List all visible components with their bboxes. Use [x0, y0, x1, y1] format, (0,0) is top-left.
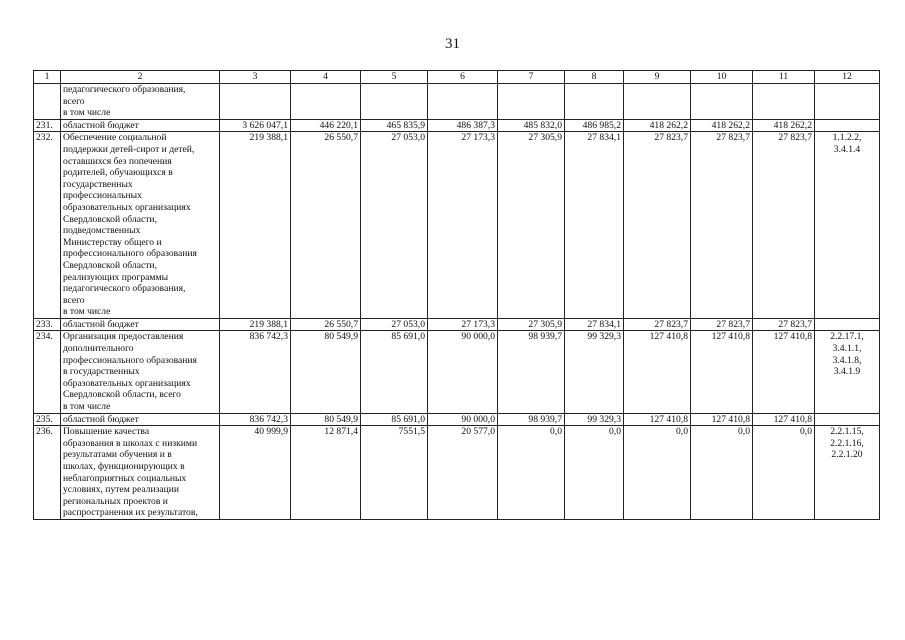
row-name — [61, 119, 220, 132]
value-cell: 27 823,7 — [691, 132, 753, 319]
row-number: 232. — [34, 132, 61, 319]
target-refs — [815, 331, 880, 413]
value-cell: 0,0 — [691, 426, 753, 520]
row-name-line: Повышение качества — [63, 426, 150, 438]
row-name-line: родителей, обучающихся в — [63, 167, 173, 179]
value-cell: 27 173,3 — [428, 132, 498, 319]
target-refs — [815, 84, 880, 120]
row-name-line: областной бюджет — [63, 119, 139, 131]
target-ref: 3.4.1.8, — [832, 354, 862, 366]
value-cell: 27 834,1 — [565, 132, 624, 319]
table-row — [34, 413, 880, 426]
row-name-line: профессионального образования — [63, 354, 197, 366]
target-refs — [815, 119, 880, 132]
row-name-line: профессионального образования — [63, 248, 197, 260]
row-name-line: Свердловской области, — [63, 213, 157, 225]
value-cell: 27 823,7 — [624, 318, 691, 331]
row-name-line: всего — [63, 95, 85, 107]
target-ref: 1.1.2.2, — [832, 132, 862, 144]
row-name — [61, 426, 220, 520]
value-cell: 0,0 — [565, 426, 624, 520]
row-number — [34, 84, 61, 120]
row-name — [61, 318, 220, 331]
table-row — [34, 318, 880, 331]
value-cell: 80 549,9 — [291, 413, 361, 426]
value-cell: 486 387,3 — [428, 119, 498, 132]
target-ref: 2.2.17.1, — [830, 331, 864, 343]
row-number: 236. — [34, 426, 61, 520]
value-cell: 27 305,9 — [498, 132, 565, 319]
row-name-line: Организация предоставления — [63, 331, 184, 343]
row-name-line: региональных проектов и — [63, 495, 168, 507]
value-cell: 27 173,3 — [428, 318, 498, 331]
row-name-line: реализующих программы — [63, 271, 169, 283]
value-cell: 485 832,0 — [498, 119, 565, 132]
value-cell: 85 691,0 — [361, 413, 428, 426]
value-cell: 3 626 047,1 — [220, 119, 291, 132]
row-name-line: дополнительного — [63, 343, 134, 355]
row-name-line: областной бюджет — [63, 413, 139, 425]
row-name-line: результатами обучения и в — [63, 449, 172, 461]
target-ref: 2.2.1.15, — [830, 426, 864, 438]
table-row — [34, 331, 880, 413]
value-cell: 26 550,7 — [291, 318, 361, 331]
value-cell: 90 000,0 — [428, 413, 498, 426]
value-cell: 127 410,8 — [753, 413, 815, 426]
value-cell: 219 388,1 — [220, 132, 291, 319]
row-name-line: профессиональных — [63, 190, 142, 202]
row-name-line: условиях, путем реализации — [63, 484, 180, 496]
value-cell: 486 985,2 — [565, 119, 624, 132]
value-cell — [753, 84, 815, 120]
budget-table — [33, 70, 880, 520]
value-cell — [691, 84, 753, 120]
column-header: 9 — [624, 71, 691, 84]
value-cell: 219 388,1 — [220, 318, 291, 331]
column-header: 8 — [565, 71, 624, 84]
column-header: 2 — [61, 71, 220, 84]
row-name — [61, 413, 220, 426]
row-name-line: в том числе — [63, 401, 111, 413]
row-name — [61, 331, 220, 413]
target-ref: 3.4.1.1, — [832, 343, 862, 355]
row-number: 234. — [34, 331, 61, 413]
table-row — [34, 132, 880, 319]
value-cell — [428, 84, 498, 120]
row-name-line: государственных — [63, 178, 133, 190]
value-cell: 27 823,7 — [691, 318, 753, 331]
value-cell: 27 823,7 — [753, 318, 815, 331]
value-cell: 27 823,7 — [753, 132, 815, 319]
row-name-line: школах, функционирующих в — [63, 461, 185, 472]
row-name-line: образовательных организациях — [63, 201, 191, 213]
value-cell: 418 262,2 — [753, 119, 815, 132]
value-cell: 85 691,0 — [361, 331, 428, 413]
row-name-line: всего — [63, 294, 85, 306]
value-cell: 127 410,8 — [624, 413, 691, 426]
value-cell: 40 999,9 — [220, 426, 291, 520]
value-cell: 418 262,2 — [691, 119, 753, 132]
value-cell: 7551,5 — [361, 426, 428, 520]
column-header: 7 — [498, 71, 565, 84]
value-cell: 127 410,8 — [624, 331, 691, 413]
target-refs — [815, 413, 880, 426]
row-name-line: педагогического образования, — [63, 283, 186, 295]
row-name-line: образовательных организациях — [63, 377, 191, 389]
row-name-line: в государственных — [63, 366, 140, 378]
value-cell: 0,0 — [624, 426, 691, 520]
value-cell — [361, 84, 428, 120]
row-name-line: поддержки детей-сирот и детей, — [63, 143, 195, 155]
table-row — [34, 119, 880, 132]
row-name-line: Обеспечение социальной — [63, 132, 167, 144]
column-header-row — [34, 71, 880, 84]
value-cell — [291, 84, 361, 120]
column-header: 3 — [220, 71, 291, 84]
value-cell: 98 939,7 — [498, 331, 565, 413]
row-name-line: Министерству общего и — [63, 236, 162, 248]
column-header: 5 — [361, 71, 428, 84]
value-cell: 12 871,4 — [291, 426, 361, 520]
row-number: 235. — [34, 413, 61, 426]
row-name-line: неблагоприятных социальных — [63, 472, 187, 484]
target-ref: 3.4.1.9 — [833, 366, 861, 378]
page-number: 31 — [445, 36, 460, 52]
value-cell: 446 220,1 — [291, 119, 361, 132]
table-row — [34, 84, 880, 120]
row-name-line: областной бюджет — [63, 318, 139, 330]
value-cell: 99 329,3 — [565, 331, 624, 413]
row-name-line: Свердловской области, всего — [63, 389, 181, 401]
value-cell: 98 939,7 — [498, 413, 565, 426]
column-header: 4 — [291, 71, 361, 84]
value-cell: 127 410,8 — [691, 413, 753, 426]
budget-table-body — [34, 71, 880, 520]
row-name-line: педагогического образования, — [63, 84, 186, 95]
row-name-line: образования в школах с низкими — [63, 437, 198, 449]
target-refs — [815, 426, 880, 520]
row-name-line: подведомственных — [63, 225, 141, 237]
value-cell — [565, 84, 624, 120]
value-cell — [220, 84, 291, 120]
value-cell — [624, 84, 691, 120]
value-cell: 0,0 — [753, 426, 815, 520]
table-row — [34, 426, 880, 520]
value-cell: 127 410,8 — [753, 331, 815, 413]
value-cell: 27 053,0 — [361, 132, 428, 319]
value-cell: 465 835,9 — [361, 119, 428, 132]
value-cell: 20 577,0 — [428, 426, 498, 520]
row-name-line: Свердловской области, — [63, 259, 157, 271]
column-header: 6 — [428, 71, 498, 84]
value-cell: 27 823,7 — [624, 132, 691, 319]
row-number: 231. — [34, 119, 61, 132]
value-cell: 836 742,3 — [220, 331, 291, 413]
value-cell: 836 742,3 — [220, 413, 291, 426]
row-name-line: в том числе — [63, 107, 111, 119]
row-name — [61, 84, 220, 120]
value-cell: 27 834,1 — [565, 318, 624, 331]
value-cell: 27 053,0 — [361, 318, 428, 331]
row-name-line: оставшихся без попечения — [63, 155, 172, 167]
row-number: 233. — [34, 318, 61, 331]
row-name-line: распространения их результатов, — [63, 507, 198, 519]
value-cell: 27 305,9 — [498, 318, 565, 331]
target-ref: 2.2.1.16, — [830, 437, 864, 449]
column-header: 11 — [753, 71, 815, 84]
column-header: 1 — [34, 71, 61, 84]
value-cell: 99 329,3 — [565, 413, 624, 426]
value-cell: 80 549,9 — [291, 331, 361, 413]
value-cell — [498, 84, 565, 120]
target-refs — [815, 132, 880, 319]
row-name-line: в том числе — [63, 306, 111, 318]
column-header: 12 — [815, 71, 880, 84]
target-ref: 2.2.1.20 — [831, 449, 863, 461]
target-refs — [815, 318, 880, 331]
value-cell: 127 410,8 — [691, 331, 753, 413]
target-ref: 3.4.1.4 — [833, 143, 861, 155]
value-cell: 90 000,0 — [428, 331, 498, 413]
row-name — [61, 132, 220, 319]
value-cell: 418 262,2 — [624, 119, 691, 132]
value-cell: 26 550,7 — [291, 132, 361, 319]
value-cell: 0,0 — [498, 426, 565, 520]
column-header: 10 — [691, 71, 753, 84]
